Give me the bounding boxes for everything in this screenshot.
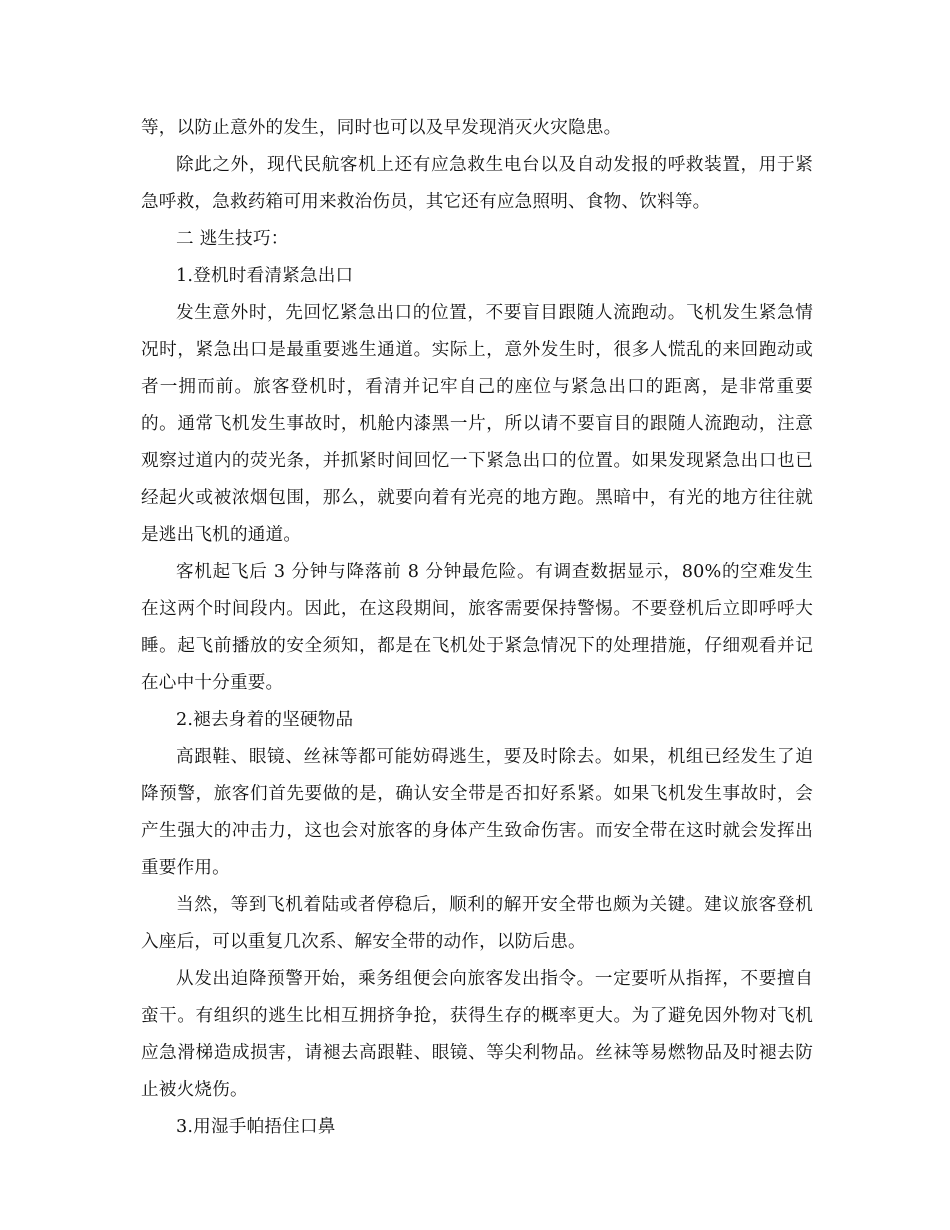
- paragraph: 高跟鞋、眼镜、丝袜等都可能妨碍逃生，要及时除去。如果，机组已经发生了迫降预警，旅客们首先要做的是，确认安全带是否扣好系紧。如果飞机发生事故时，会产生强大的冲击力，这也会对旅客的身体产生致命伤害。而安全带在这时就会发挥出重要作用。: [141, 747, 813, 878]
- paragraph: 除此之外，现代民航客机上还有应急救生电台以及自动发报的呼救装置，用于紧急呼救，急救药箱可用来救治伤员，其它还有应急照明、食物、饮料等。: [141, 155, 813, 212]
- paragraph: 发生意外时，先回忆紧急出口的位置，不要盲目跟随人流跑动。飞机发生紧急情况时，紧急出口是最重要逃生通道。实际上，意外发生时，很多人慌乱的来回跑动或者一拥而前。旅客登机时，看清并记牢自己的座位与紧急出口的距离，是非常重要的。通常飞机发生事故时，机舱内漆黑一片，所以请不要盲目的跟随人流跑动，注意观察过道内的荧光条，并抓紧时间回忆一下紧急出口的位置。如果发现紧急出口也已经起火或被浓烟包围，那么，就要向着有光亮的地方跑。黑暗中，有光的地方往往就是逃出飞机的通道。: [141, 303, 813, 545]
- paragraph: 等，以防止意外的发生，同时也可以及早发现消灭火灾隐患。: [141, 118, 622, 138]
- paragraph: 从发出迫降预警开始，乘务组便会向旅客发出指令。一定要听从指挥，不要擅自蛮干。有组织的逃生比相互拥挤争抢，获得生存的概率更大。为了避免因外物对飞机应急滑梯造成损害，请褪去高跟鞋、眼镜、等尖利物品。丝袜等易燃物品及时褪去防止被火烧伤。: [141, 969, 813, 1100]
- subsection-heading: 1.登机时看清紧急出口: [176, 266, 354, 286]
- section-heading: 二 逃生技巧：: [176, 229, 289, 249]
- paragraph: 当然，等到飞机着陆或者停稳后，顺利的解开安全带也颇为关键。建议旅客登机入座后，可以重复几次系、解安全带的动作，以防后患。: [141, 895, 813, 952]
- document-body: [141, 110, 813, 1146]
- paragraph: 客机起飞后 3 分钟与降落前 8 分钟最危险。有调查数据显示，80%的空难发生在这两个时间段内。因此，在这段期间，旅客需要保持警惕。不要登机后立即呼呼大睡。起飞前播放的安全须知，都是在飞机处于紧急情况下的处理措施，仔细观看并记在心中十分重要。: [141, 562, 813, 693]
- subsection-heading: 2.褪去身着的坚硬物品: [176, 710, 354, 730]
- subsection-heading: 3.用湿手帕捂住口鼻: [176, 1117, 336, 1137]
